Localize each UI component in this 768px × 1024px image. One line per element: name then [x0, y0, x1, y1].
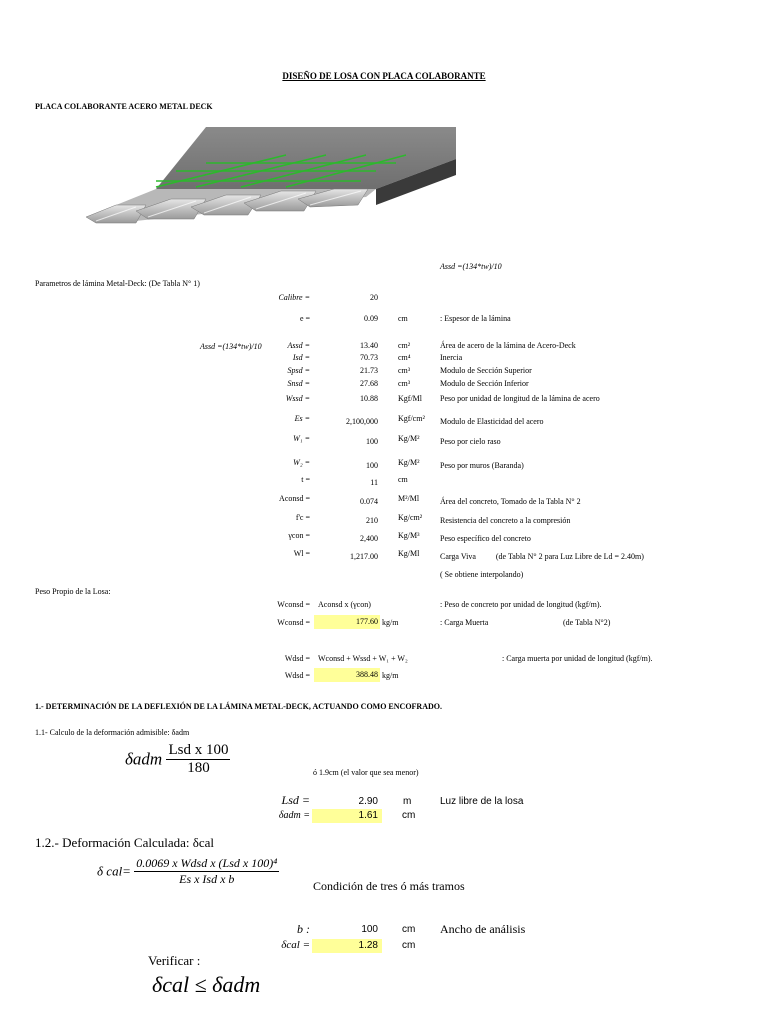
wd-label: Wdsd = [284, 671, 310, 680]
param-symbol: t = [301, 475, 310, 484]
formula-dadm-numerator: Lsd x 100 [168, 742, 229, 758]
param-value: 10.88 [360, 394, 378, 403]
param-symbol: Snsd = [287, 379, 310, 388]
param-unit: Kg/Ml [398, 549, 420, 558]
param-symbol: W₁ = [293, 434, 310, 443]
param-symbol: Wssd = [285, 394, 310, 403]
lsd-value: 2.90 [358, 796, 378, 807]
lsd-desc: Luz libre de la losa [440, 796, 524, 807]
param-value: 0.09 [364, 314, 378, 323]
param-symbol: Wl = [293, 549, 310, 558]
assd-note: Assd =(134*tw)/10 [440, 262, 502, 271]
param-description: Peso por unidad de longitud de la lámina de acero [440, 394, 600, 403]
section-1-title: 1.- DETERMINACIÓN DE LA DEFLEXIÓN DE LA LÁMINA METAL-DECK, ACTUANDO COMO ENCOFRADO. [35, 702, 442, 711]
formula-dadm-lhs: δadm [125, 749, 163, 769]
param-description: : Espesor de la lámina [440, 314, 511, 323]
param-value: 2,100,000 [346, 417, 378, 426]
wcon-formula: Aconsd x (γcon) [318, 600, 371, 609]
param-value: 210 [366, 516, 378, 525]
param-symbol: e = [299, 314, 310, 323]
wcon-desc: : Carga Muerta [440, 618, 489, 627]
param-description: Peso por muros (Baranda) [440, 461, 524, 470]
param-symbol: Spsd = [287, 366, 310, 375]
dcal-unit: cm [402, 940, 416, 951]
wcon-ref: (de Tabla N°2) [563, 618, 611, 627]
formula-dadm-note: ó 1.9cm (el valor que sea menor) [313, 768, 419, 777]
verify-inequality: δcal ≤ δadm [152, 972, 261, 997]
param-value: 27.68 [360, 379, 378, 388]
formula-dcal-lhs: δ cal= [97, 863, 131, 879]
param-description: Modulo de Sección Superior [440, 366, 532, 375]
param-unit: Kgf/Ml [398, 394, 422, 403]
param-symbol: Assd = [287, 341, 310, 350]
param-value: 13.40 [360, 341, 378, 350]
param-value: 100 [366, 437, 378, 446]
formula-dadm-denominator: 180 [187, 760, 210, 776]
wd-formula-label: Wdsd = [284, 654, 310, 663]
dcal-label: δcal = [281, 939, 310, 951]
param-value: 20 [370, 293, 378, 302]
param-unit: cm [398, 475, 408, 484]
param-value: 2,400 [360, 534, 378, 543]
page-title: DISEÑO DE LOSA CON PLACA COLABORANTE [282, 71, 486, 81]
param-value: 11 [370, 478, 378, 487]
params-heading: Parametros de lámina Metal-Deck: (De Tabla N° 1) [35, 279, 200, 288]
section-subtitle: PLACA COLABORANTE ACERO METAL DECK [35, 102, 213, 111]
param-symbol: Calibre = [278, 293, 310, 302]
param-unit: Kg/M² [398, 458, 420, 467]
param-value: 1,217.00 [350, 552, 378, 561]
section-1-2-title: 1.2.- Deformación Calculada: δcal [35, 835, 215, 850]
param-value: 100 [366, 461, 378, 470]
wd-formula-desc: : Carga muerta por unidad de longitud (kgf/m). [502, 654, 653, 663]
param-symbol: Isd = [292, 353, 310, 362]
param-description: Peso por cielo raso [440, 437, 501, 446]
wcon-value: 177.60 [314, 615, 380, 629]
wcon-formula-label: Wconsd = [277, 600, 310, 609]
param-description: Peso específico del concreto [440, 534, 531, 543]
param-unit: M²/Ml [398, 494, 420, 503]
param-unit: cm² [398, 341, 411, 350]
param-description: Resistencia del concreto a la compresión [440, 516, 571, 525]
verificar-label: Verificar : [148, 953, 201, 968]
tramos-note: Condición de tres ó más tramos [313, 879, 465, 893]
param-value: 21.73 [360, 366, 378, 375]
param-unit: Kg/M³ [398, 531, 420, 540]
formula-dcal [97, 856, 279, 887]
b-unit: cm [402, 924, 416, 935]
formula-dadm [125, 742, 230, 777]
lsd-label: Lsd = [281, 793, 310, 807]
param-symbol: Es = [294, 414, 310, 423]
param-symbol: f'c = [295, 513, 310, 522]
param-description: Modulo de Sección Inferior [440, 379, 529, 388]
param-unit: Kg/M² [398, 434, 420, 443]
param-unit: cm³ [398, 379, 411, 388]
param-description: Carga Viva (de Tabla N° 2 para Luz Libre de Ld = 2.40m) [440, 552, 644, 561]
formula-dcal-numerator: 0.0069 x Wdsd x (Lsd x 100)⁴ [136, 856, 278, 870]
wcon-unit: kg/m [382, 618, 399, 627]
assd-side-note: Assd =(134*tw)/10 [200, 342, 262, 351]
param-description: Área de acero de la lámina de Acero-Deck [440, 341, 576, 350]
param-unit: cm³ [398, 366, 411, 375]
param-description: Área del concreto, Tomado de la Tabla N° 2 [440, 497, 581, 506]
dadm-label: δadm = [278, 810, 310, 821]
formula-dcal-denominator: Es x Isd x b [179, 872, 235, 886]
wd-value: 388.48 [314, 668, 380, 682]
wd-formula: Wconsd + Wssd + W₁ + W₂ [318, 654, 408, 663]
param-symbol: W₂ = [293, 458, 310, 467]
param-unit: Kgf/cm² [398, 414, 425, 423]
lsd-unit: m [403, 796, 412, 807]
wd-unit: kg/m [382, 671, 399, 680]
section-1-1-title: 1.1- Calculo de la deformación admisible: δadm [35, 728, 190, 737]
dcal-value: 1.28 [312, 939, 382, 953]
wcon-label: Wconsd = [277, 618, 310, 627]
metal-deck-illustration [76, 127, 456, 230]
param-value: 0.074 [360, 497, 378, 506]
b-label: b : [297, 922, 310, 936]
dadm-value: 1.61 [312, 809, 382, 823]
param-unit: cm [398, 314, 408, 323]
b-desc: Ancho de análisis [440, 922, 526, 936]
param-description: Inercia [440, 353, 463, 362]
wcon-formula-desc: : Peso de concreto por unidad de longitud (kgf/m). [440, 600, 602, 609]
b-value: 100 [361, 924, 378, 935]
dadm-unit: cm [402, 810, 416, 821]
param-value: 70.73 [360, 353, 378, 362]
interp-note: ( Se obtiene interpolando) [440, 570, 524, 579]
param-unit: Kg/cm² [398, 513, 423, 522]
param-description: Modulo de Elasticidad del acero [440, 417, 544, 426]
peso-heading: Peso Propio de la Losa: [35, 587, 111, 596]
param-symbol: γcon = [288, 531, 310, 540]
param-symbol: Aconsd = [279, 494, 310, 503]
param-unit: cm⁴ [398, 353, 411, 362]
